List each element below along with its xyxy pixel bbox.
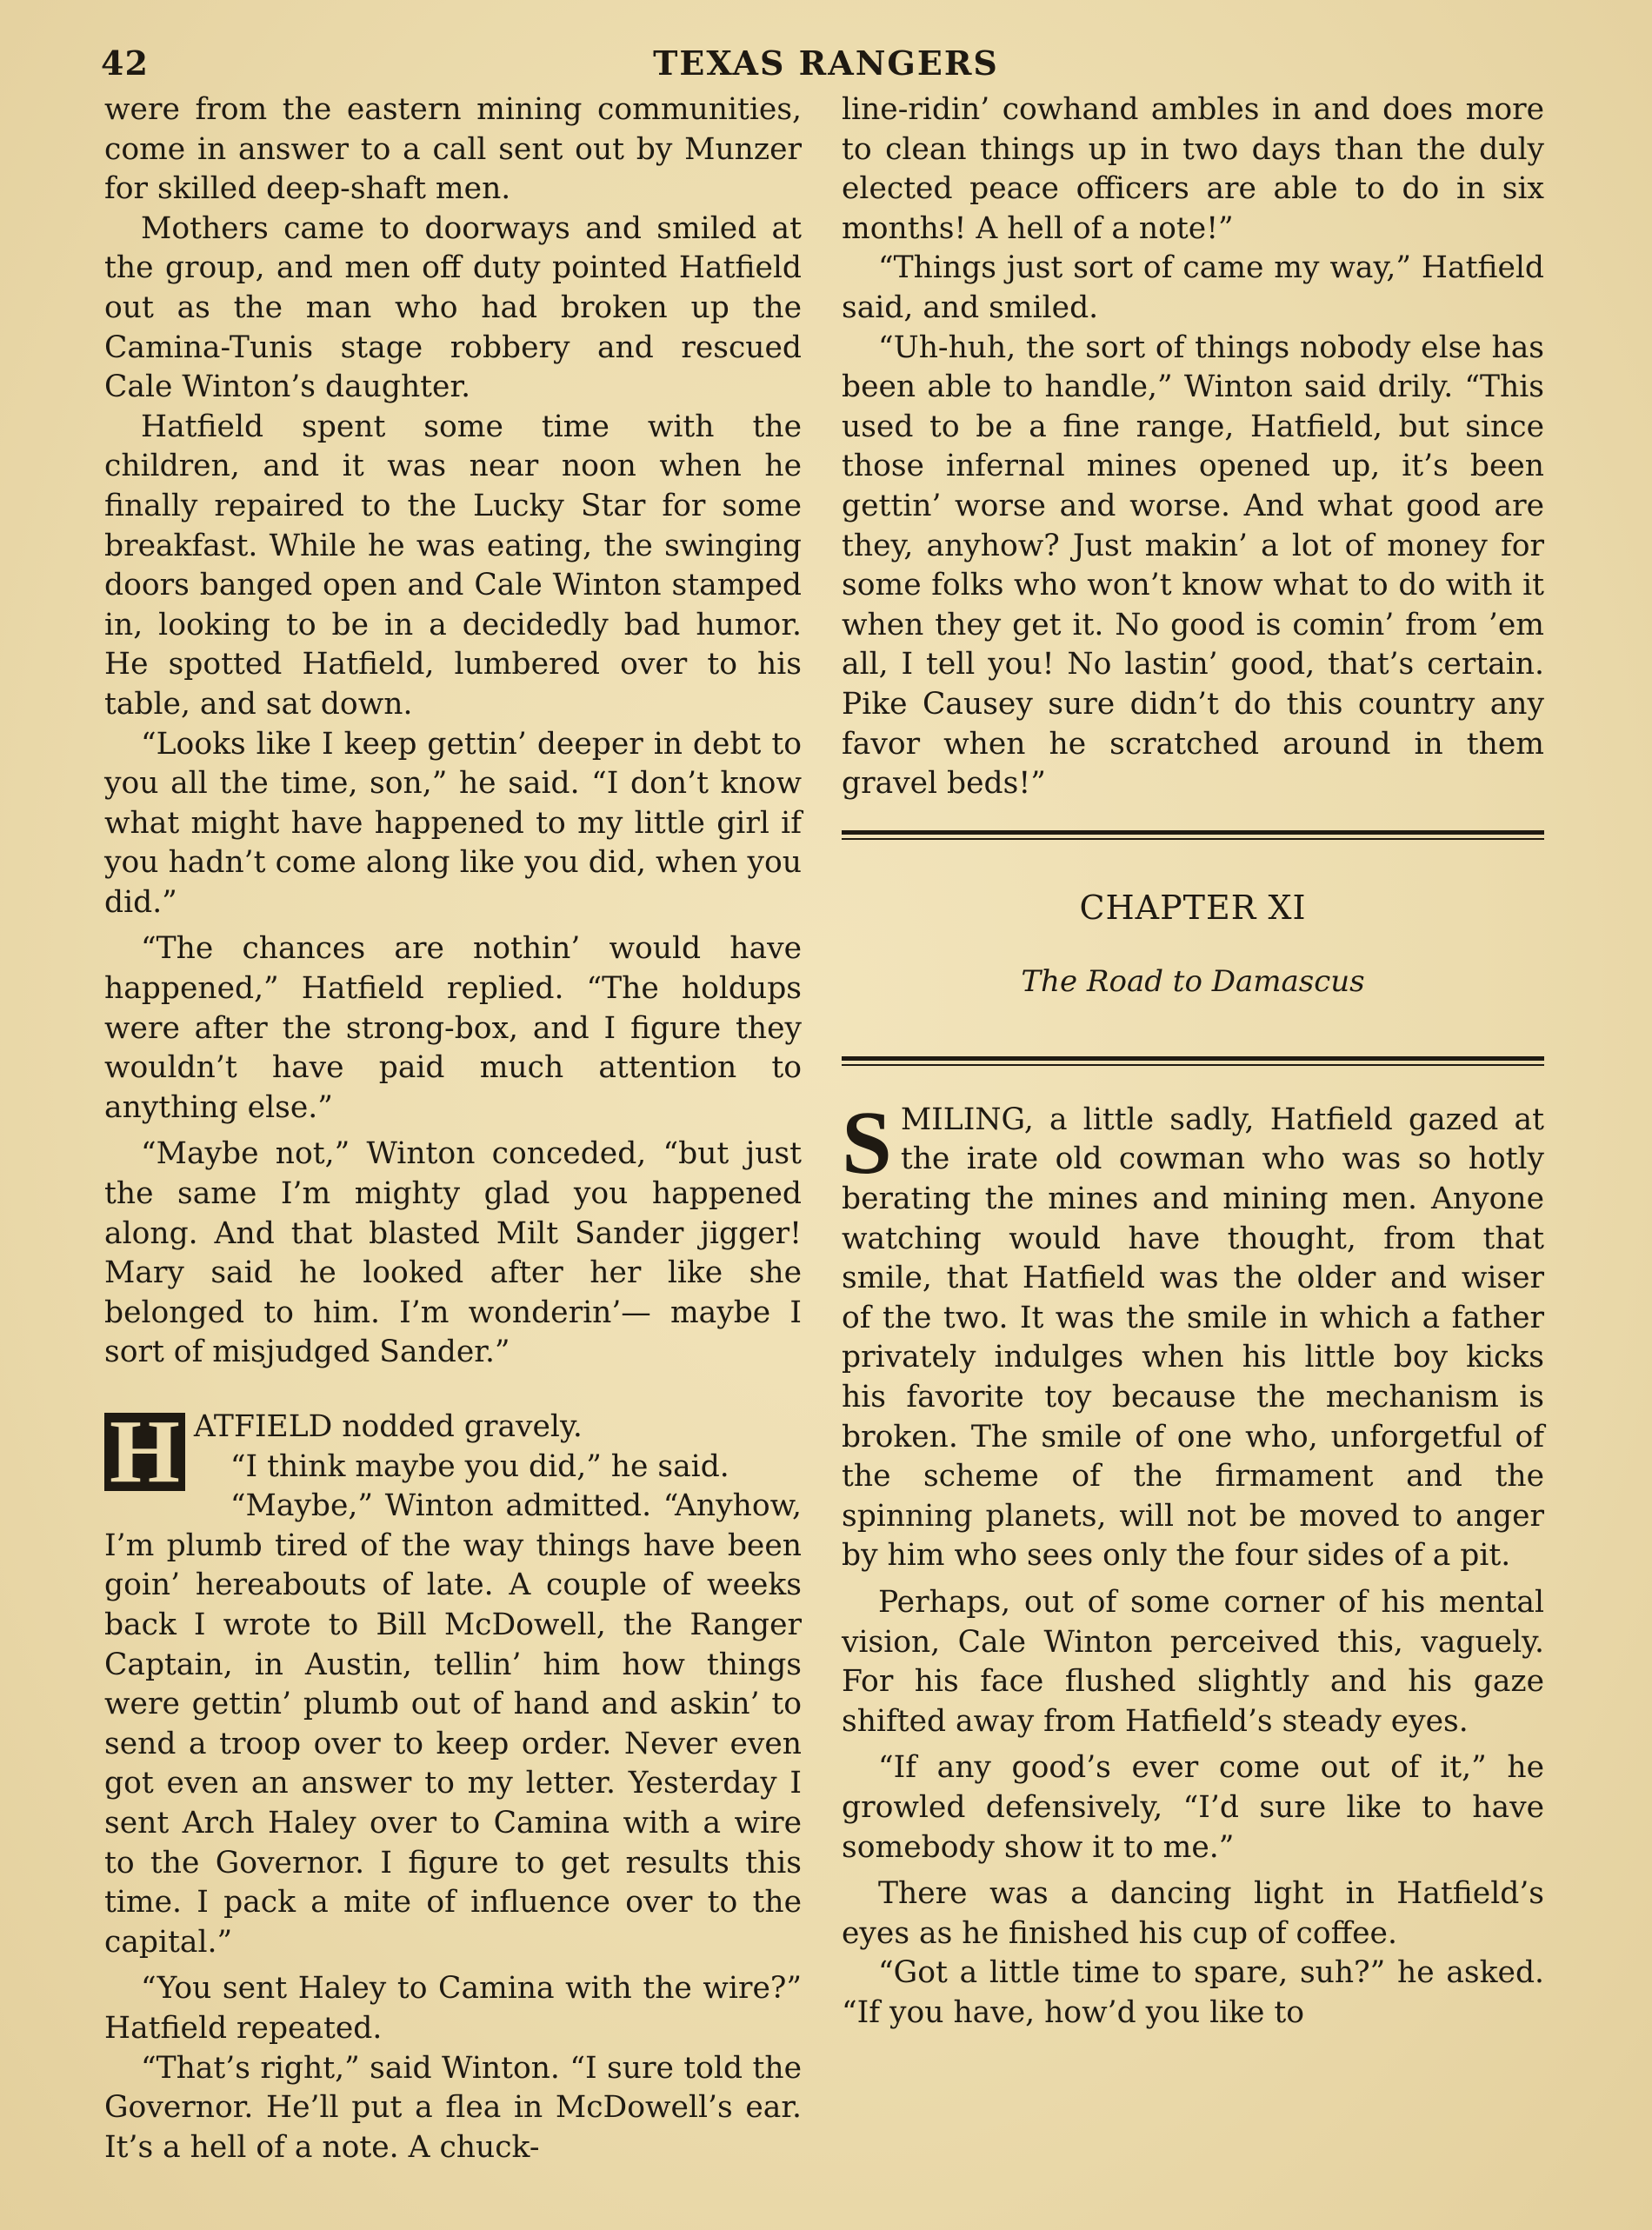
chapter-rule-bottom	[842, 1056, 1544, 1066]
paragraph: “That’s right,” said Winton. “I sure told the Governor. He’ll put a flea in McDowell’s ear. It’s a hell of a note. A chuck-	[104, 2050, 802, 2165]
left-column	[104, 90, 802, 2167]
paragraph: There was a dancing light in Hatfield’s eyes as he finished his cup of coffee.	[842, 1876, 1544, 1951]
chapter-opening-paragraph	[842, 1092, 1544, 1576]
paragraph: “Uh-huh, the sort of things nobody else has been able to handle,” Winton said drily. “This used to be a fine range, Hatfield, but since those infernal mines opened up, it’s been gettin’ worse and worse. And what good are they, anyhow? Just makin’ a lot of money for some folks who won’t know what to do with it when they get it. No good is comin’ from ’em all, I tell you! No lastin’ good, that’s certain. Pike Causey sure didn’t do this country any favor when he scratched around in them gravel beds!”	[842, 330, 1544, 802]
paragraph: Hatfield spent some time with the children, and it was near noon when he finally repaired to the Lucky Star for some breakfast. While he was eating, the swinging doors banged open and Cale Winton stamped in, looking to be in a decidedly bad humor. He spotted Hatfield, lumbered over to his table, and sat down.	[104, 409, 802, 722]
rule-line	[842, 1064, 1544, 1066]
paragraph: Mothers came to doorways and smiled at the group, and men off duty pointed Hatfield out as the man who had broken up the Camina-Tunis stage robbery and rescued Cale Winton’s daughter.	[104, 210, 802, 405]
paragraph: “If any good’s ever come out of it,” he growled defensively, “I’d sure like to have somebody show it to me.”	[842, 1750, 1544, 1865]
paragraph: line-ridin’ cowhand ambles in and does more to clean things up in two days than the duly elected peace officers are able to do in six months! A hell of a note!”	[842, 92, 1544, 246]
paragraph: “Got a little time to spare, suh?” he asked. “If you have, how’d you like to	[842, 1955, 1544, 2030]
chapter-subtitle: The Road to Damascus	[1021, 964, 1365, 1000]
paragraph: “Looks like I keep gettin’ deeper in debt to you all the time, son,” he said. “I don’t know what might have happened to my little girl if you hadn’t come along like you did, when you did.”	[104, 726, 802, 920]
paragraph: “Maybe not,” Winton conceded, “but just the same I’m mighty glad you happened along. And that blasted Milt Sander jigger! Mary said he looked after her like she belonged to him. I’m wonderin’— maybe I sort of misjudged Sander.”	[104, 1136, 802, 1370]
chapter-rule-top	[842, 830, 1544, 840]
rule-line	[842, 838, 1544, 840]
page-number: 42	[101, 43, 149, 83]
paragraph: “The chances are nothin’ would have happened,” Hatfield replied. “The holdups were after the strong-box, and I figure they wouldn’t have paid much attention to anything else.”	[104, 931, 802, 1125]
right-column	[842, 90, 1544, 2034]
paragraph: “You sent Haley to Camina with the wire?” Hatfield repeated.	[104, 1971, 802, 2046]
chapter-first-text: MILING, a little sadly, Hatfield gazed at the irate old cowman who was so hotly berating the mines and mining men. Anyone watching would have thought, from that smile, that Hatfield was the older and wiser of the two. It was the smile in which a father privately indulges when his little boy kicks his favorite toy because the mechanism is broken. The smile of one who, unforgetful of the scheme of the firmament and the spinning planets, will not be moved to anger by him who sees only the four sides of a pit.	[842, 1102, 1544, 1574]
paragraph: were from the eastern mining communities, come in answer to a call sent out by Munzer for skilled deep-shaft men.	[104, 92, 802, 207]
paragraph: “Things just sort of came my way,” Hatfield said, and smiled.	[842, 250, 1544, 325]
rule-line	[842, 1056, 1544, 1061]
section-drop-cap: H	[104, 1413, 185, 1491]
rule-line	[842, 830, 1544, 835]
chapter-drop-cap: S	[842, 1092, 892, 1193]
paragraph: “I think maybe you did,” he said.	[230, 1448, 729, 1484]
chapter-title: CHAPTER XI	[1079, 888, 1307, 927]
running-head: TEXAS RANGERS	[653, 43, 999, 83]
section-first-text: ATFIELD nodded gravely.	[193, 1409, 583, 1444]
paragraph: “Maybe,” Winton admitted. “Anyhow, I’m plumb tired of the way things have been goin’ hereabouts of late. A couple of weeks back I wrote to Bill McDowell, the Ranger Captain, in Austin, tellin’ him how things were gettin’ plumb out of hand and askin’ to send a troop over to keep order. Never even got even an answer to my letter. Yesterday I sent Arch Haley over to Camina with a wire to the Governor. I figure to get results this time. I pack a mite of influence over to the capital.”	[104, 1488, 802, 1960]
paragraph: Perhaps, out of some corner of his mental vision, Cale Winton perceived this, vaguely. For his face flushed slightly and his gaze shifted away from Hatfield’s steady eyes.	[842, 1585, 1544, 1739]
